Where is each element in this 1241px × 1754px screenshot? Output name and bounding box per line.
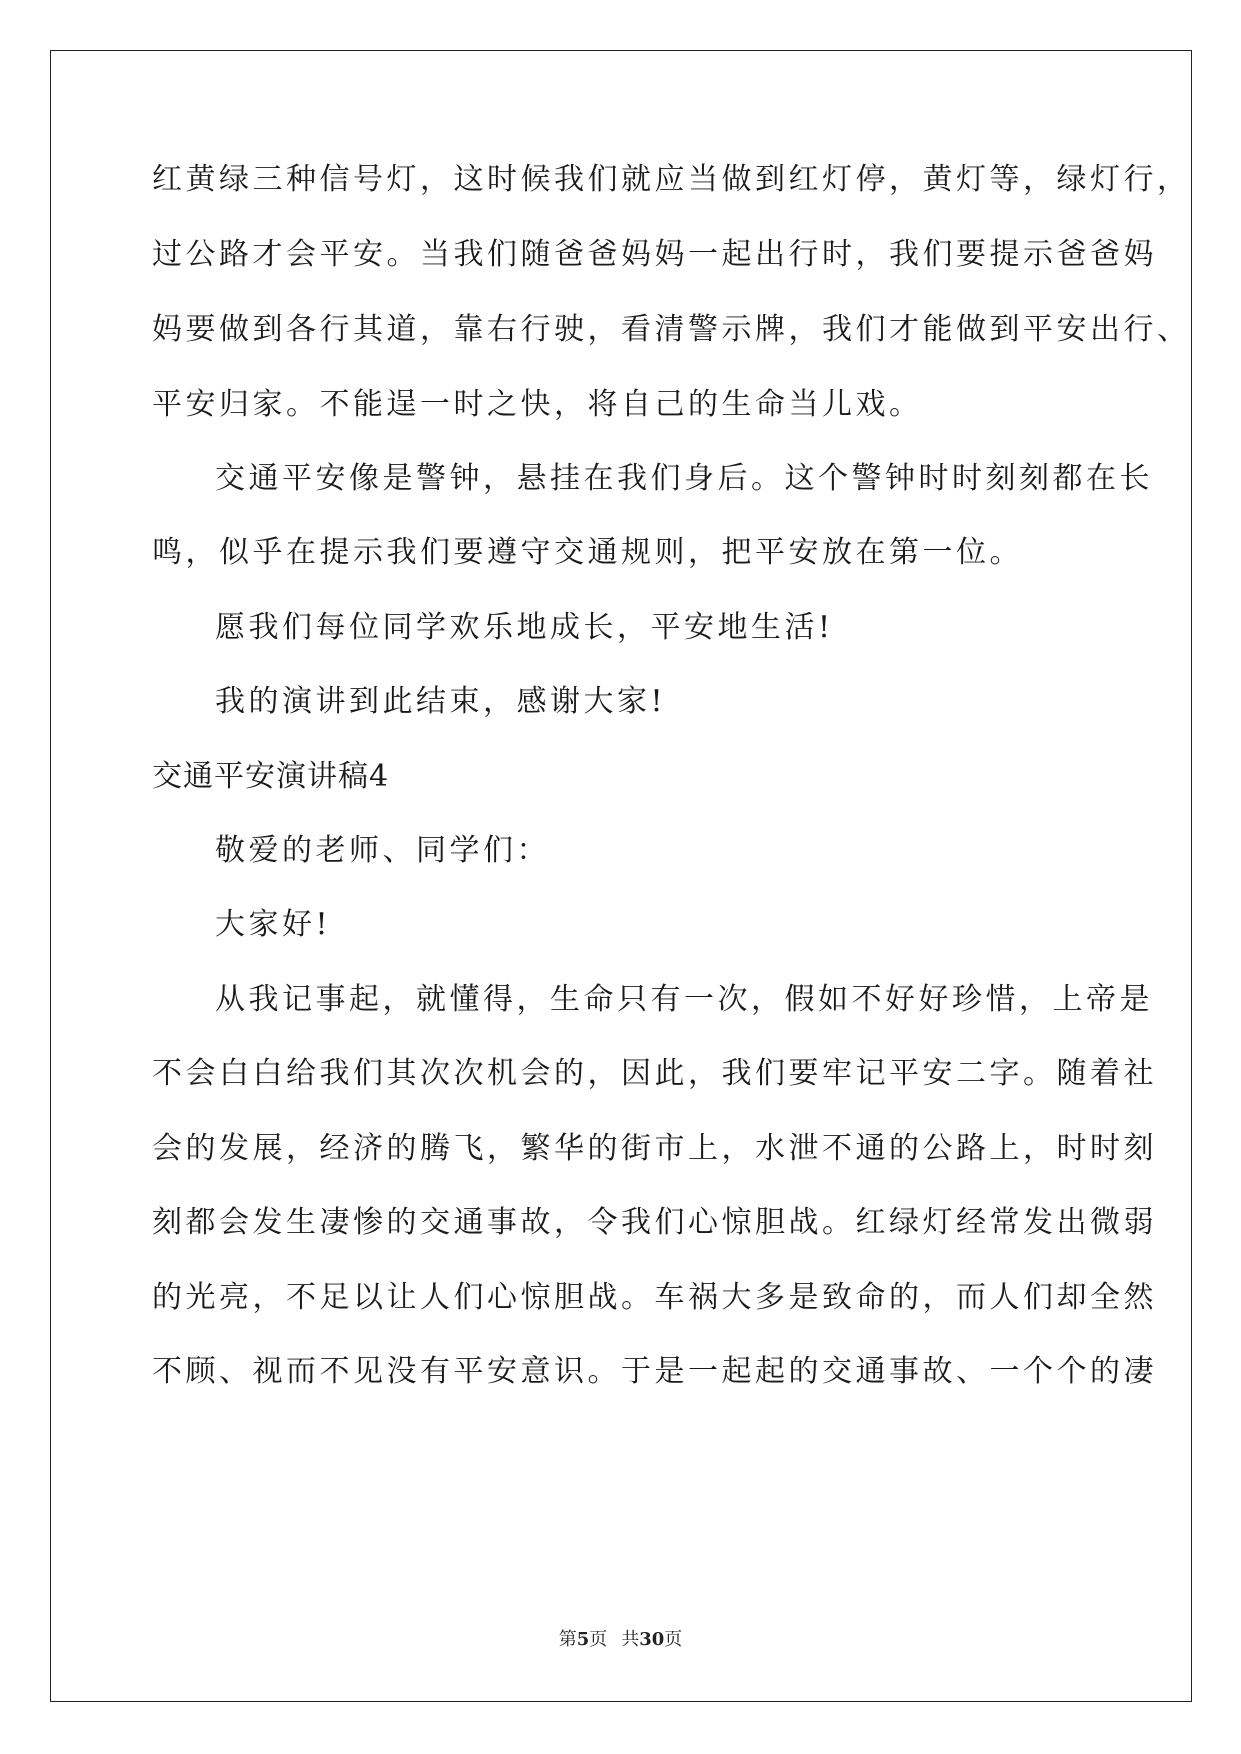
total-page-count: 30 [639,1629,665,1650]
salutation: 敬爱的老师、同学们： [215,833,550,868]
page-footer [0,1625,1241,1651]
current-page-number: 5 [576,1629,590,1650]
text-line: 过公路才会平安。当我们随爸爸妈妈一起出行时，我们要提示爸爸妈 [152,237,1157,272]
greeting: 大家好! [215,907,332,942]
paragraph-start: 愿我们每位同学欢乐地成长，平安地生活! [215,610,834,645]
text-line: 的光亮，不足以让人们心惊胆战。车祸大多是致命的，而人们却全然 [152,1280,1157,1315]
text-line: 不顾、视而不见没有平安意识。于是一起起的交通事故、一个个的凄 [152,1354,1157,1389]
footer-page-suffix: 页 [589,1629,608,1650]
text-line: 刻都会发生凄惨的交通事故，令我们心惊胆战。红绿灯经常发出微弱 [152,1205,1157,1240]
text-line: 不会白白给我们其次次机会的，因此，我们要牢记平安二字。随着社 [152,1056,1157,1091]
text-line: 妈要做到各行其道，靠右行驶，看清警示牌，我们才能做到平安出行、 [152,312,1191,347]
paragraph-start: 我的演讲到此结束，感谢大家! [215,684,667,719]
page-border [50,50,1192,1702]
section-heading: 交通平安演讲稿4 [152,759,390,794]
text-line: 红黄绿三种信号灯，这时候我们就应当做到红灯停，黄灯等，绿灯行， [152,162,1191,197]
paragraph-start: 交通平安像是警钟，悬挂在我们身后。这个警钟时时刻刻都在长 [215,461,1153,496]
text-line: 平安归家。不能逞一时之快，将自己的生命当儿戏。 [152,387,923,422]
footer-prefix: 第 [558,1629,577,1650]
footer-total-prefix: 共 [621,1629,640,1650]
paragraph-start: 从我记事起，就懂得，生命只有一次，假如不好好珍惜，上帝是 [215,982,1153,1017]
text-line: 鸣，似乎在提示我们要遵守交通规则，把平安放在第一位。 [152,535,1023,570]
footer-total-suffix: 页 [664,1629,683,1650]
text-line: 会的发展，经济的腾飞，繁华的街市上，水泄不通的公路上，时时刻 [152,1131,1157,1166]
